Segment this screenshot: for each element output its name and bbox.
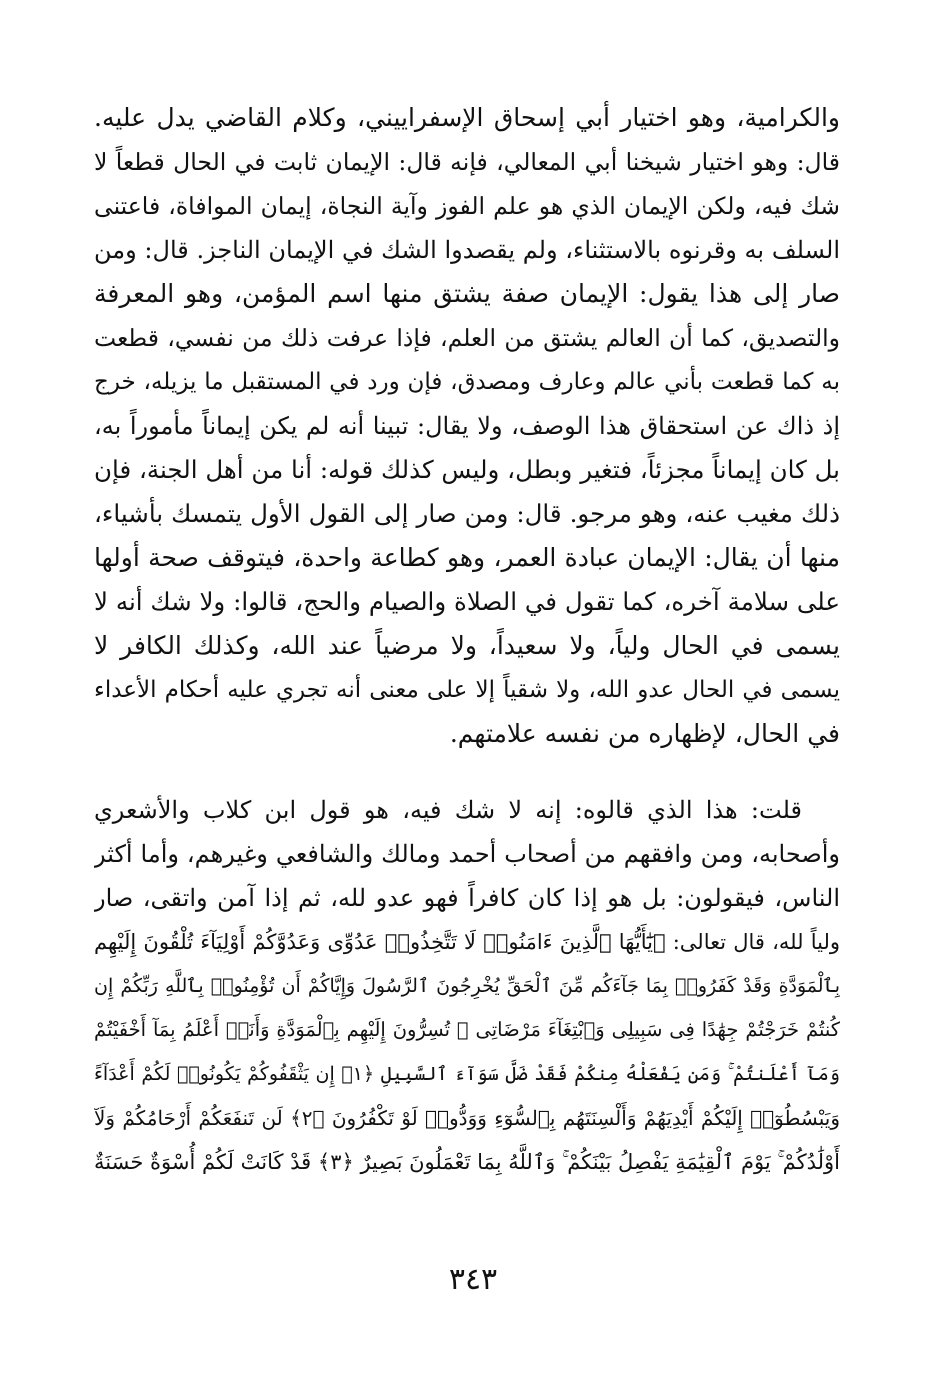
text-line: بل كان إيماناً مجزئاً، فتغير وبطل، وليس كذلك قوله: أنا من أهل الجنة، فإن [94, 455, 840, 484]
paragraph-gap [94, 756, 840, 788]
quran-line: ولياً لله، قال تعالى: ﴿يَٰٓأَيُّهَا ٱلَّذِينَ ءَامَنُوا۟ لَا تَتَّخِذُوا۟ عَدُوِّى وَعَدُوَّكُمْ أَوْلِيَآءَ تُلْقُونَ إِلَيْهِم [94, 930, 840, 954]
text-line: السلف به وقرنوه بالاستثناء، ولم يقصدوا الشك في الإيمان الناجز. قال: ومن [94, 236, 840, 264]
text-line: على سلامة آخره، كما تقول في الصلاة والصيام والحج، قالوا: ولا شك أنه لا [94, 587, 840, 616]
page-number: ٣٤٣ [448, 1262, 498, 1297]
paragraph-1 [94, 96, 840, 756]
text-line: منها أن يقال: الإيمان عبادة العمر، وهو كطاعة واحدة، فيتوقف صحة أولها [94, 543, 840, 572]
page-body [94, 96, 840, 1296]
text-line: وأصحابه، ومن وافقهم من أصحاب أحمد ومالك والشافعي وغيرهم، وأما أكثر [94, 840, 840, 868]
text-line: في الحال، لإظهاره من نفسه علامتهم. [449, 719, 840, 748]
text-line: شك فيه، ولكن الإيمان الذي هو علم الفوز وآية النجاة، إيمان الموافاة، فاعتنى [94, 192, 840, 220]
quran-line: وَيَبْسُطُوٓا۟ إِلَيْكُمْ أَيْدِيَهُمْ وَأَلْسِنَتَهُم بِٱلسُّوٓءِ وَوَدُّوا۟ لَوْ تَكْفُرُونَ ﴿٢﴾ لَن تَنفَعَكُمْ أَرْحَامُكُمْ وَلَآ [94, 1106, 840, 1130]
text-line: والتصديق، كما أن العالم يشتق من العلم، فإذا عرفت ذلك من نفسي، قطعت [94, 324, 840, 352]
text-line: الناس، فيقولون: بل هو إذا كان كافراً فهو عدو لله، ثم إذا آمن واتقى، صار [94, 884, 840, 912]
text-line: به كما قطعت بأني عالم وعارف ومصدق، فإن ورد في المستقبل ما يزيله، خرج [94, 369, 840, 395]
text-line: إذ ذاك عن استحقاق هذا الوصف، ولا يقال: تبينا أنه لم يكن إيماناً مأموراً به، [94, 412, 840, 440]
text-line: يسمى في الحال عدو الله، ولا شقياً إلا على معنى أنه تجري عليه أحكام الأعداء [94, 677, 840, 703]
paragraph-2 [94, 788, 840, 1184]
quran-line: بِٱلْمَوَدَّةِ وَقَدْ كَفَرُوا۟ بِمَا جَآءَكُم مِّنَ ٱلْحَقِّ يُخْرِجُونَ ٱلرَّسُولَ وَإِيَّاكُمْ أَن تُؤْمِنُوا۟ بِٱللَّهِ رَبِّكُمْ إِن [94, 975, 840, 997]
text-line: والكرامية، وهو اختيار أبي إسحاق الإسفراييني، وكلام القاضي يدل عليه. [94, 103, 840, 132]
text-line: صار إلى هذا يقول: الإيمان صفة يشتق منها اسم المؤمن، وهو المعرفة [94, 279, 840, 308]
quran-line: كُنتُمْ خَرَجْتُمْ جِهَٰدًا فِى سَبِيلِى وَٱبْتِغَآءَ مَرْضَاتِى ۚ تُسِرُّونَ إِلَيْهِم بِٱلْمَوَدَّةِ وَأَنَا۠ أَعْلَمُ بِمَآ أَخْفَيْتُمْ [94, 1018, 840, 1041]
text-line: يسمى في الحال ولياً، ولا سعيداً، ولا مرضياً عند الله، وكذلك الكافر لا [94, 631, 840, 660]
text-line: قلت: هذا الذي قالوه: إنه لا شك فيه، هو قول ابن كلاب والأشعري [94, 796, 802, 824]
quran-line: أَوْلَٰدُكُمْ ۚ يَوْمَ ٱلْقِيَٰمَةِ يَفْصِلُ بَيْنَكُمْ ۚ وَٱللَّهُ بِمَا تَعْمَلُونَ بَصِيرٌ ﴿٣﴾ قَدْ كَانَتْ لَكُمْ أُسْوَةٌ حَسَنَةٌ [94, 1150, 840, 1174]
text-line: ذلك مغيب عنه، وهو مرجو. قال: ومن صار إلى القول الأول يتمسك بأشياء، [94, 499, 840, 528]
text-line: قال: وهو اختيار شيخنا أبي المعالي، فإنه قال: الإيمان ثابت في الحال قطعاً لا [94, 148, 840, 176]
quran-line: وَمَآ أَعْلَنتُمْ ۚ وَمَن يَفْعَلْهُ مِنكُمْ فَقَدْ ضَلَّ سَوَآءَ ٱلسَّبِيلِ ﴿١﴾ إِن يَثْقَفُوكُمْ يَكُونُوا۟ لَكُمْ أَعْدَآءً [94, 1063, 840, 1085]
